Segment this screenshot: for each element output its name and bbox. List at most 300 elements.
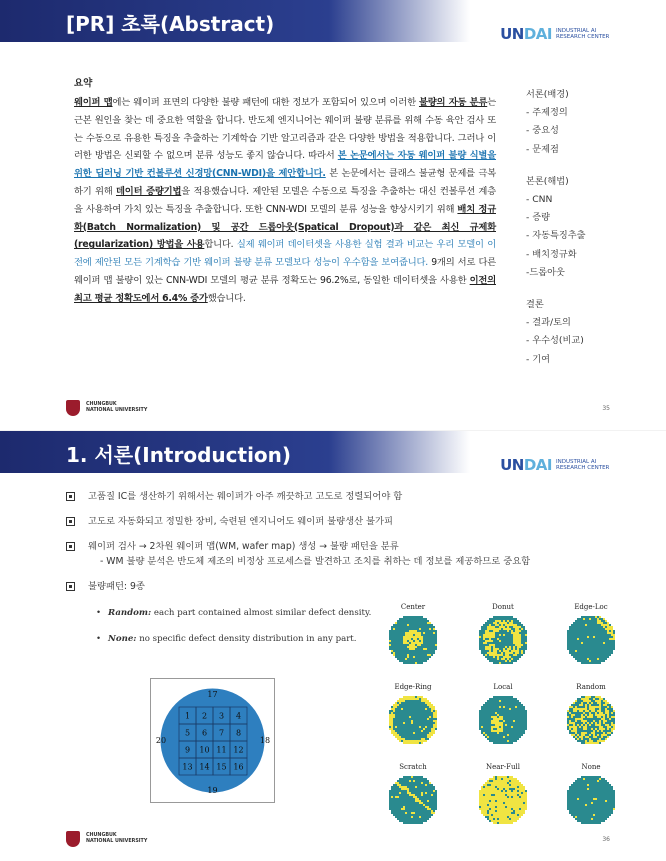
defect-die bbox=[513, 654, 515, 656]
normal-die bbox=[517, 654, 519, 656]
defect-die bbox=[405, 638, 407, 640]
normal-die bbox=[409, 818, 411, 820]
normal-die bbox=[605, 656, 607, 658]
normal-die bbox=[525, 640, 527, 642]
defect-die bbox=[499, 640, 501, 642]
normal-die bbox=[587, 712, 589, 714]
normal-die bbox=[415, 726, 417, 728]
defect-die bbox=[481, 726, 483, 728]
normal-die bbox=[407, 702, 409, 704]
normal-die bbox=[499, 618, 501, 620]
normal-die bbox=[609, 808, 611, 810]
normal-die bbox=[567, 792, 569, 794]
normal-die bbox=[417, 716, 419, 718]
defect-die bbox=[505, 812, 507, 814]
normal-die bbox=[407, 724, 409, 726]
normal-die bbox=[415, 734, 417, 736]
normal-die bbox=[579, 720, 581, 722]
normal-die bbox=[595, 628, 597, 630]
normal-die bbox=[413, 726, 415, 728]
normal-die bbox=[481, 652, 483, 654]
defect-die bbox=[499, 634, 501, 636]
normal-die bbox=[429, 788, 431, 790]
normal-die bbox=[567, 718, 569, 720]
normal-die bbox=[403, 780, 405, 782]
normal-die bbox=[597, 790, 599, 792]
defect-die bbox=[593, 814, 595, 816]
normal-die bbox=[405, 816, 407, 818]
defect-die bbox=[491, 792, 493, 794]
normal-die bbox=[395, 722, 397, 724]
defect-die bbox=[393, 716, 395, 718]
normal-die bbox=[431, 720, 433, 722]
normal-die bbox=[423, 646, 425, 648]
defect-die bbox=[503, 816, 505, 818]
normal-die bbox=[517, 722, 519, 724]
normal-die bbox=[397, 710, 399, 712]
normal-die bbox=[511, 698, 513, 700]
defect-die bbox=[405, 698, 407, 700]
normal-die bbox=[591, 806, 593, 808]
normal-die bbox=[597, 810, 599, 812]
normal-die bbox=[603, 730, 605, 732]
normal-die bbox=[601, 656, 603, 658]
defect-die bbox=[581, 716, 583, 718]
defect-die bbox=[505, 784, 507, 786]
normal-die bbox=[391, 642, 393, 644]
normal-die bbox=[415, 776, 417, 778]
normal-die bbox=[405, 734, 407, 736]
normal-die bbox=[603, 646, 605, 648]
normal-die bbox=[415, 810, 417, 812]
defect-die bbox=[489, 790, 491, 792]
normal-die bbox=[393, 728, 395, 730]
defect-die bbox=[493, 650, 495, 652]
normal-die bbox=[429, 810, 431, 812]
normal-die bbox=[395, 798, 397, 800]
normal-die bbox=[507, 728, 509, 730]
normal-die bbox=[405, 702, 407, 704]
defect-die bbox=[591, 702, 593, 704]
normal-die bbox=[487, 708, 489, 710]
normal-die bbox=[409, 800, 411, 802]
normal-die bbox=[585, 784, 587, 786]
defect-die bbox=[521, 810, 523, 812]
defect-die bbox=[519, 802, 521, 804]
normal-die bbox=[611, 646, 613, 648]
normal-die bbox=[589, 800, 591, 802]
normal-die bbox=[431, 628, 433, 630]
normal-die bbox=[497, 616, 499, 618]
normal-die bbox=[495, 810, 497, 812]
normal-die bbox=[499, 624, 501, 626]
defect-die bbox=[491, 632, 493, 634]
normal-die bbox=[511, 644, 513, 646]
normal-die bbox=[433, 718, 435, 720]
defect-die bbox=[503, 822, 505, 824]
normal-die bbox=[499, 632, 501, 634]
defect-die bbox=[519, 630, 521, 632]
normal-die bbox=[517, 702, 519, 704]
defect-die bbox=[479, 796, 481, 798]
normal-die bbox=[607, 644, 609, 646]
defect-die bbox=[433, 708, 435, 710]
normal-die bbox=[431, 712, 433, 714]
normal-die bbox=[417, 732, 419, 734]
normal-die bbox=[589, 780, 591, 782]
normal-die bbox=[509, 742, 511, 744]
defect-die bbox=[597, 730, 599, 732]
normal-die bbox=[609, 730, 611, 732]
normal-die bbox=[425, 796, 427, 798]
abstract-text: 합니다. bbox=[204, 239, 237, 251]
normal-die bbox=[403, 704, 405, 706]
normal-die bbox=[399, 714, 401, 716]
defect-die bbox=[597, 620, 599, 622]
normal-die bbox=[589, 644, 591, 646]
normal-die bbox=[397, 650, 399, 652]
normal-die bbox=[591, 788, 593, 790]
normal-die bbox=[569, 626, 571, 628]
normal-die bbox=[585, 634, 587, 636]
wafer-region-label: 9 bbox=[184, 745, 191, 755]
normal-die bbox=[585, 646, 587, 648]
normal-die bbox=[601, 618, 603, 620]
defect-die bbox=[411, 794, 413, 796]
normal-die bbox=[523, 628, 525, 630]
defect-die bbox=[501, 806, 503, 808]
normal-die bbox=[511, 732, 513, 734]
wafer-disc bbox=[161, 689, 265, 793]
normal-die bbox=[401, 660, 403, 662]
normal-die bbox=[581, 726, 583, 728]
normal-die bbox=[415, 650, 417, 652]
normal-die bbox=[391, 798, 393, 800]
defect-die bbox=[511, 624, 513, 626]
normal-die bbox=[405, 796, 407, 798]
normal-die bbox=[569, 648, 571, 650]
normal-die bbox=[607, 730, 609, 732]
normal-die bbox=[425, 816, 427, 818]
defect-die bbox=[571, 714, 573, 716]
normal-die bbox=[421, 626, 423, 628]
normal-die bbox=[579, 700, 581, 702]
normal-die bbox=[395, 730, 397, 732]
defect-die bbox=[501, 730, 503, 732]
normal-die bbox=[587, 726, 589, 728]
defect-die bbox=[517, 648, 519, 650]
normal-die bbox=[605, 650, 607, 652]
normal-die bbox=[487, 702, 489, 704]
normal-die bbox=[415, 624, 417, 626]
defect-die bbox=[485, 806, 487, 808]
normal-die bbox=[515, 702, 517, 704]
defect-die bbox=[499, 808, 501, 810]
normal-die bbox=[513, 722, 515, 724]
normal-die bbox=[613, 712, 615, 714]
defect-die bbox=[515, 784, 517, 786]
normal-die bbox=[415, 618, 417, 620]
normal-die bbox=[417, 700, 419, 702]
defect-die bbox=[483, 802, 485, 804]
normal-die bbox=[523, 712, 525, 714]
normal-die bbox=[511, 736, 513, 738]
normal-die bbox=[433, 806, 435, 808]
normal-die bbox=[595, 806, 597, 808]
normal-die bbox=[517, 716, 519, 718]
normal-die bbox=[415, 784, 417, 786]
normal-die bbox=[405, 776, 407, 778]
normal-die bbox=[575, 716, 577, 718]
normal-die bbox=[523, 730, 525, 732]
normal-die bbox=[603, 782, 605, 784]
defect-die bbox=[577, 734, 579, 736]
defect-die bbox=[415, 796, 417, 798]
normal-die bbox=[589, 622, 591, 624]
normal-die bbox=[503, 638, 505, 640]
defect-die bbox=[587, 784, 589, 786]
normal-die bbox=[401, 644, 403, 646]
normal-die bbox=[421, 722, 423, 724]
defect-die bbox=[605, 624, 607, 626]
normal-die bbox=[511, 740, 513, 742]
defect-die bbox=[505, 782, 507, 784]
defect-die bbox=[401, 698, 403, 700]
normal-die bbox=[589, 784, 591, 786]
normal-die bbox=[397, 634, 399, 636]
normal-die bbox=[413, 616, 415, 618]
normal-die bbox=[395, 810, 397, 812]
defect-die bbox=[421, 640, 423, 642]
normal-die bbox=[417, 726, 419, 728]
defect-die bbox=[507, 658, 509, 660]
normal-die bbox=[597, 800, 599, 802]
normal-die bbox=[575, 622, 577, 624]
normal-die bbox=[601, 806, 603, 808]
defect-die bbox=[507, 628, 509, 630]
normal-die bbox=[399, 632, 401, 634]
defect-die bbox=[479, 804, 481, 806]
normal-die bbox=[401, 818, 403, 820]
defect-die bbox=[481, 796, 483, 798]
normal-die bbox=[589, 654, 591, 656]
normal-die bbox=[399, 816, 401, 818]
defect-die bbox=[495, 780, 497, 782]
defect-die bbox=[499, 626, 501, 628]
normal-die bbox=[601, 722, 603, 724]
normal-die bbox=[491, 656, 493, 658]
normal-die bbox=[573, 654, 575, 656]
normal-die bbox=[389, 806, 391, 808]
normal-die bbox=[575, 794, 577, 796]
defect-die bbox=[575, 710, 577, 712]
thumbnail-label: Scratch bbox=[399, 763, 427, 771]
normal-die bbox=[577, 652, 579, 654]
slide-introduction bbox=[0, 431, 666, 861]
normal-die bbox=[421, 708, 423, 710]
normal-die bbox=[595, 642, 597, 644]
defect-die bbox=[525, 806, 527, 808]
defect-die bbox=[481, 798, 483, 800]
normal-die bbox=[419, 778, 421, 780]
normal-die bbox=[417, 794, 419, 796]
defect-die bbox=[593, 708, 595, 710]
normal-die bbox=[517, 704, 519, 706]
normal-die bbox=[393, 722, 395, 724]
normal-die bbox=[393, 718, 395, 720]
normal-die bbox=[577, 626, 579, 628]
thumbnail-label: Donut bbox=[492, 603, 514, 611]
normal-die bbox=[585, 632, 587, 634]
defect-die bbox=[511, 802, 513, 804]
normal-die bbox=[583, 632, 585, 634]
defect-die bbox=[491, 778, 493, 780]
abstract-text: 을 적용했습니다. 제안된 모델은 수동으로 특징을 추출하는 대신 컨볼루션 계층을 사용하여 가치 있는 특징을 추출합니다. 또한 CNN-WDI 모델의 분류 성능을 향상시키기 위해 bbox=[74, 185, 496, 215]
normal-die bbox=[405, 626, 407, 628]
normal-die bbox=[579, 778, 581, 780]
defect-die bbox=[491, 652, 493, 654]
normal-die bbox=[597, 736, 599, 738]
defect-die bbox=[497, 718, 499, 720]
normal-die bbox=[399, 658, 401, 660]
defect-die bbox=[429, 704, 431, 706]
normal-die bbox=[417, 784, 419, 786]
normal-die bbox=[567, 726, 569, 728]
defect-die bbox=[511, 820, 513, 822]
normal-die bbox=[597, 704, 599, 706]
normal-die bbox=[519, 722, 521, 724]
normal-die bbox=[403, 654, 405, 656]
normal-die bbox=[583, 790, 585, 792]
defect-die bbox=[607, 702, 609, 704]
defect-die bbox=[517, 652, 519, 654]
defect-die bbox=[501, 786, 503, 788]
normal-die bbox=[391, 794, 393, 796]
defect-die bbox=[395, 706, 397, 708]
wafer-region-label: 12 bbox=[233, 745, 244, 755]
normal-die bbox=[581, 808, 583, 810]
normal-die bbox=[405, 630, 407, 632]
normal-die bbox=[495, 742, 497, 744]
normal-die bbox=[577, 790, 579, 792]
normal-die bbox=[425, 618, 427, 620]
normal-die bbox=[501, 708, 503, 710]
normal-die bbox=[607, 806, 609, 808]
normal-die bbox=[583, 640, 585, 642]
normal-die bbox=[427, 780, 429, 782]
normal-die bbox=[401, 778, 403, 780]
normal-die bbox=[401, 796, 403, 798]
normal-die bbox=[579, 812, 581, 814]
normal-die bbox=[427, 646, 429, 648]
normal-die bbox=[427, 708, 429, 710]
normal-die bbox=[397, 724, 399, 726]
normal-die bbox=[409, 726, 411, 728]
normal-die bbox=[425, 632, 427, 634]
normal-die bbox=[411, 622, 413, 624]
normal-die bbox=[591, 712, 593, 714]
normal-die bbox=[505, 640, 507, 642]
normal-die bbox=[409, 820, 411, 822]
defect-die bbox=[499, 776, 501, 778]
normal-die bbox=[517, 736, 519, 738]
defect-die bbox=[413, 646, 415, 648]
defect-die bbox=[599, 714, 601, 716]
normal-die bbox=[597, 632, 599, 634]
defect-die bbox=[495, 718, 497, 720]
defect-die bbox=[413, 796, 415, 798]
defect-die bbox=[605, 738, 607, 740]
defect-die bbox=[519, 646, 521, 648]
normal-die bbox=[413, 788, 415, 790]
normal-die bbox=[425, 814, 427, 816]
normal-die bbox=[501, 710, 503, 712]
defect-die bbox=[515, 816, 517, 818]
defect-die bbox=[495, 620, 497, 622]
normal-die bbox=[605, 818, 607, 820]
normal-die bbox=[589, 796, 591, 798]
normal-die bbox=[397, 786, 399, 788]
normal-die bbox=[395, 714, 397, 716]
defect-die bbox=[399, 792, 401, 794]
normal-die bbox=[507, 702, 509, 704]
defect-die bbox=[495, 726, 497, 728]
normal-die bbox=[487, 624, 489, 626]
normal-die bbox=[513, 714, 515, 716]
normal-die bbox=[525, 716, 527, 718]
normal-die bbox=[595, 702, 597, 704]
normal-die bbox=[435, 802, 437, 804]
normal-die bbox=[411, 736, 413, 738]
normal-die bbox=[513, 712, 515, 714]
normal-die bbox=[589, 652, 591, 654]
defect-die bbox=[495, 814, 497, 816]
defect-die bbox=[481, 804, 483, 806]
normal-die bbox=[423, 800, 425, 802]
normal-die bbox=[523, 802, 525, 804]
normal-die bbox=[393, 632, 395, 634]
normal-die bbox=[595, 730, 597, 732]
defect-die bbox=[497, 732, 499, 734]
normal-die bbox=[425, 640, 427, 642]
normal-die bbox=[511, 724, 513, 726]
defect-die bbox=[495, 782, 497, 784]
normal-die bbox=[401, 712, 403, 714]
normal-die bbox=[595, 618, 597, 620]
normal-die bbox=[503, 662, 505, 664]
normal-die bbox=[583, 654, 585, 656]
normal-die bbox=[401, 730, 403, 732]
normal-die bbox=[525, 790, 527, 792]
normal-die bbox=[581, 776, 583, 778]
normal-die bbox=[495, 632, 497, 634]
defect-die bbox=[421, 636, 423, 638]
defect-die bbox=[515, 796, 517, 798]
defect-die bbox=[513, 632, 515, 634]
normal-die bbox=[509, 638, 511, 640]
defect-die bbox=[481, 808, 483, 810]
normal-die bbox=[583, 656, 585, 658]
defect-die bbox=[481, 788, 483, 790]
defect-die bbox=[521, 652, 523, 654]
normal-die bbox=[427, 784, 429, 786]
normal-die bbox=[607, 814, 609, 816]
defect-die bbox=[429, 808, 431, 810]
normal-die bbox=[503, 640, 505, 642]
normal-die bbox=[419, 776, 421, 778]
normal-die bbox=[509, 632, 511, 634]
defect-die bbox=[483, 808, 485, 810]
